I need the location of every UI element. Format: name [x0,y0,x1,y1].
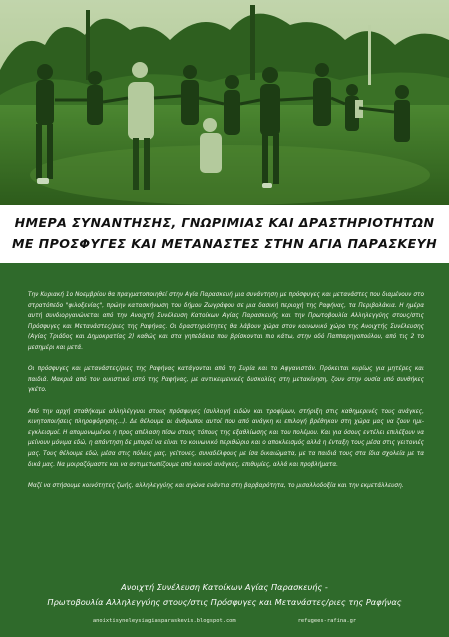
headline-line-1: ΗΜΕΡΑ ΣΥΝΑΝΤΗΣΗΣ, ΓΝΩΡΙΜΙΑΣ ΚΑΙ ΔΡΑΣΤΗΡΙΟΤΗΤΩΝ [14,215,435,230]
signature-line-1: Ανοιχτή Συνέλευση Κατοίκων Αγίας Παρασκευής - [121,582,328,592]
headline [0,205,449,263]
site-link[interactable]: refugees-rafina.gr [297,618,357,624]
paragraph-2: Οι πρόσφυγες και μετανάστες/ριες της Ραφήνας κατάγονται από τη Συρία και το Αφγανιστάν. Πρόκειται κυρίως για μητέρες και παιδιά. Μακριά από τον οικιστικό ιστό της Ραφήνας, με αντικειμενικές δυσκολίες στη μετακίνηση, ζουν στην ουσία υπό συνθήκες γκέτο. [28,366,424,394]
paragraph-3: Από την αρχή σταθήκαμε αλληλέγγυοι στους πρόσφυγες (συλλογή ειδών και τροφίμων, στήριξη στις καθημερινές τους ανάγκες, κινητοποιήσεις πληροφόρησης...). Δε θέλουμε οι άνθρωποι αυτοί που από ανάγκη κι επιλογή βρέθηκαν στη χώρα μας να ζουν ημι-εγκλεισμοί. Η απομονωμένοι η προς απέλαση πίσω στους τόπους της εξαθλίωσης και του πολέμου. Και για όσους εντέλει επιλέξουν να μείνουν μόνιμα εδώ, η απάντηση δε μπορεί να είναι το κοινωνικό περιθώριο και ο αποκλεισμός αλλά η ένταξη τους μέσα στις γειτονιές μας. Τους θέλουμε εδώ, μέσα στις πόλεις μας, γείτονες, συναδέλφους με ίσα δικαιώματα, με τα παιδιά τους στα ίδια σχολεία με τα δικά μας. Να μοιραζόμαστε και να αντιμετωπίζουμε από κοινού ανάγκες, επιθυμίες, αλλά και προβλήματα. [28,408,424,468]
body-panel [0,263,449,637]
paragraph-4: Μαζί να στήσουμε κοινότητες ζωής, αλληλεγγύης και αγώνα ενάντια στη βαρβαρότητα, το μισαλλοδοξία και την εκμετάλλευση. [28,482,404,489]
body-text [28,290,424,502]
event-photo [0,0,449,205]
photo-illustration [0,0,449,205]
headline-line-2: ΜΕ ΠΡΟΣΦΥΓΕΣ ΚΑΙ ΜΕΤΑΝΑΣΤΕΣ ΣΤΗΝ ΑΓΙΑ ΠΑΡΑΣΚΕΥΗ [11,236,438,251]
paragraph-1: Την Κυριακή 1ο Νοεμβρίου θα πραγματοποιηθεί στην Αγία Παρασκευή μια συνάντηση με πρόσφυγες και μετανάστες που διαμένουν στο στρατόπεδο "φιλοξενίας", πρώην κατασκήνωση του δήμου Ζωγράφου σε μια δασική περιοχή της Ραφήνας, τα Περιβολάκια. Η ημέρα αυτή συνδιοργανώνεται από την Ανοιχτή Συνέλευση Κατοίκων Αγίας Παρασκευής και την Πρωτοβουλία Αλληλεγγύης στους/στις Πρόσφυγες και Μετανάστες/ριες της Ραφήνας. Οι δραστηριότητες θα λάβουν χώρα στον κοινωνικό χώρο της Ανοιχτής Συνέλευσης (Αγίας Τριάδος και Δημοκρατίας 2) καθώς και στα γηπεδάκια που βρίσκονται πιο κάτω, στην οδό Παππαρηγοπούλου, από τις 2 το μεσημέρι και μετά. [28,292,424,351]
footer-links [0,618,449,624]
signature-line-2: Πρωτοβουλία Αλληλεγγύης στους/στις Πρόσφυγες και Μετανάστες/ριες της Ραφήνας [47,597,402,607]
blog-link[interactable]: anoixtisyneleysiagiasparaskevis.blogspot.com [92,618,236,624]
